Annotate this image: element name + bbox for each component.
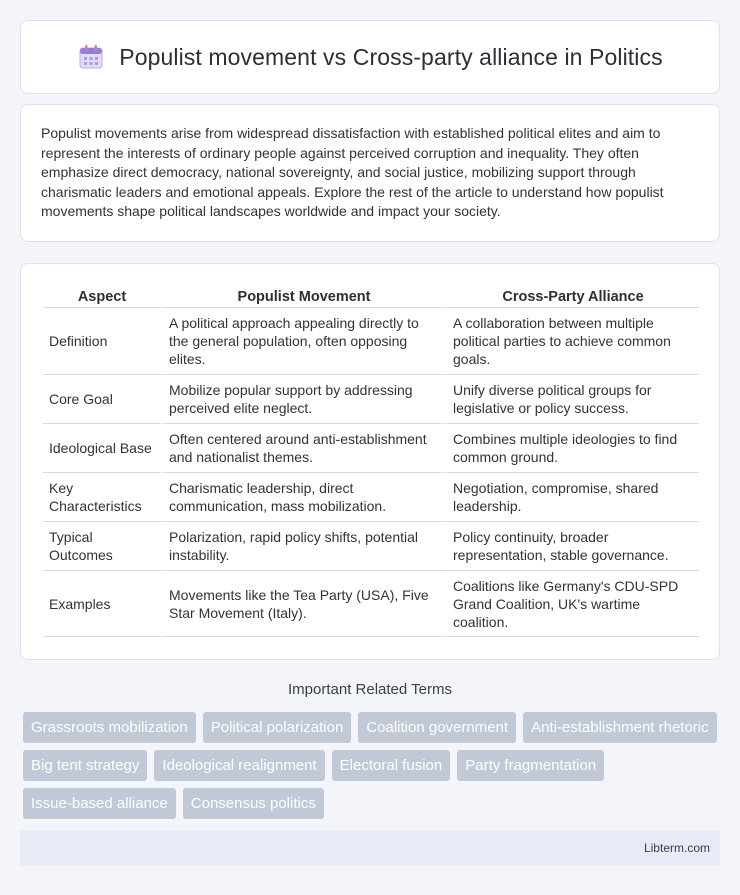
header-alliance: Cross-Party Alliance: [445, 286, 699, 308]
cell-aspect: Definition: [43, 308, 161, 375]
related-term-tag[interactable]: Coalition government: [358, 712, 516, 743]
related-term-tag[interactable]: Consensus politics: [183, 788, 324, 819]
related-terms-list: [23, 712, 723, 819]
related-term-tag[interactable]: Grassroots mobilization: [23, 712, 196, 743]
related-term-tag[interactable]: Anti-establishment rhetoric: [523, 712, 717, 743]
calendar-icon: [77, 43, 105, 71]
title-card: [20, 20, 720, 94]
cell-populist: A political approach appealing directly to the general population, often opposing elites.: [161, 308, 445, 375]
table-row: [43, 424, 699, 473]
table-row: [43, 473, 699, 522]
table-row: [43, 308, 699, 375]
cell-aspect: Key Characteristics: [43, 473, 161, 522]
related-term-tag[interactable]: Party fragmentation: [457, 750, 604, 781]
cell-aspect: Ideological Base: [43, 424, 161, 473]
cell-populist: Polarization, rapid policy shifts, potential instability.: [161, 522, 445, 571]
related-term-tag[interactable]: Big tent strategy: [23, 750, 147, 781]
cell-populist: Charismatic leadership, direct communication, mass mobilization.: [161, 473, 445, 522]
comparison-table: [43, 286, 699, 637]
related-term-tag[interactable]: Electoral fusion: [332, 750, 451, 781]
intro-card: [20, 104, 720, 242]
cell-alliance: Coalitions like Germany's CDU-SPD Grand Coalition, UK's wartime coalition.: [445, 571, 699, 637]
title-wrap: [77, 43, 662, 71]
related-term-tag[interactable]: Political polarization: [203, 712, 352, 743]
cell-alliance: Policy continuity, broader representation, stable governance.: [445, 522, 699, 571]
related-term-tag[interactable]: Ideological realignment: [154, 750, 324, 781]
table-row: [43, 522, 699, 571]
table-row: [43, 375, 699, 424]
intro-paragraph: Populist movements arise from widespread dissatisfaction with established political elites and aim to represent the interests of ordinary people against perceived corruption and inequality. They often emphasize direct democracy, national sovereignty, and social justice, mobilizing support through charismatic leaders and emotional appeals. Explore the rest of the article to understand how populist movements shape political landscapes worldwide and impact your society.: [41, 125, 664, 220]
header-aspect: Aspect: [43, 286, 161, 308]
cell-aspect: Typical Outcomes: [43, 522, 161, 571]
page-title: Populist movement vs Cross-party alliance in Politics: [119, 43, 663, 70]
cell-alliance: Unify diverse political groups for legislative or policy success.: [445, 375, 699, 424]
cell-aspect: Examples: [43, 571, 161, 637]
cell-populist: Often centered around anti-establishment and nationalist themes.: [161, 424, 445, 473]
related-terms-title: Important Related Terms: [288, 681, 452, 698]
related-term-tag[interactable]: Issue-based alliance: [23, 788, 176, 819]
cell-alliance: A collaboration between multiple political parties to achieve common goals.: [445, 308, 699, 375]
header-populist: Populist Movement: [161, 286, 445, 308]
table-row: [43, 571, 699, 637]
cell-populist: Mobilize popular support by addressing perceived elite neglect.: [161, 375, 445, 424]
cell-alliance: Combines multiple ideologies to find common ground.: [445, 424, 699, 473]
footer-site-link[interactable]: Libterm.com: [643, 841, 710, 855]
cell-populist: Movements like the Tea Party (USA), Five Star Movement (Italy).: [161, 571, 445, 637]
table-header-row: [43, 286, 699, 308]
footer: [20, 831, 720, 865]
cell-aspect: Core Goal: [43, 375, 161, 424]
cell-alliance: Negotiation, compromise, shared leadership.: [445, 473, 699, 522]
comparison-card: [20, 263, 720, 660]
